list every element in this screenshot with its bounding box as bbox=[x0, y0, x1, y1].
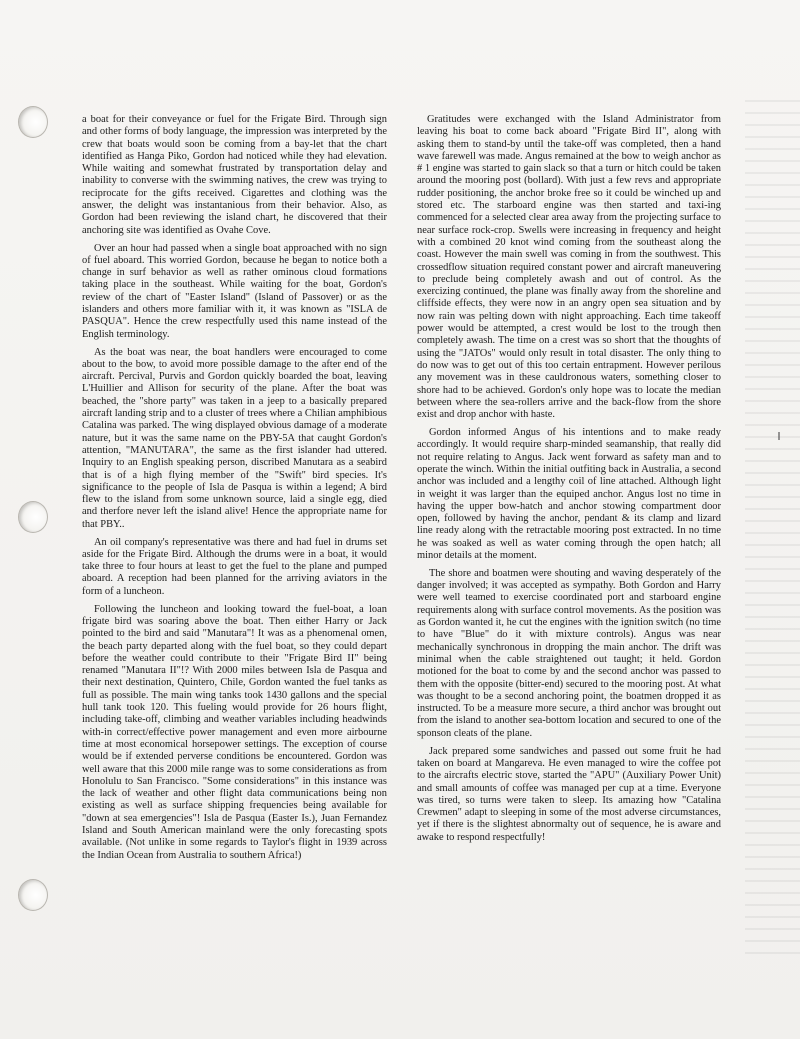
paragraph: Gordon informed Angus of his intentions and to make ready accordingly. It would require sharp-minded seamanship, that really did not require relating to Angus. Jack went forward as safety man and to operate the winch. Within the initial outfiting back in Australia, a second anchor was included and a lengthy coil of line attached. Although light in weight it was larger than the equiped anchor. Angus lost no time in having the upper bow-hatch and anchor stowing compartment door open, followed by having the anchor, pendant & its clamp and lizard line ready along with the retractable mooring post extracted. In no time he was soaked as well as water coming through the open hatch; all minor details at the moment. bbox=[417, 427, 721, 561]
left-column bbox=[82, 114, 387, 867]
punch-hole-middle bbox=[18, 501, 48, 533]
punch-hole-top bbox=[18, 106, 48, 138]
paragraph: Jack prepared some sandwiches and passed out some fruit he had taken on board at Mangareva. He even managed to wire the coffee pot to the aircrafts electric stove, started the "APU" (Auxiliary Power Unit) and small amounts of coffee was managed per cup at a time. Everyone was tired, so turns were taken to sleep. Its amazing how "Catalina Crewmen" adapt to sleeping in some of the most adverse circumstances, yet if there is the slightest abnormalty out of sequence, he is aware and awake to respond respectfully! bbox=[417, 745, 721, 843]
punch-hole-bottom bbox=[18, 879, 48, 911]
paragraph: An oil company's representative was there and had fuel in drums set aside for the Frigate Bird. Although the drums were in a boat, it would take three to four hours at least to get the fuel to the plane and pumped aboard. A reception had been planned for the arriving aviators in the form of a luncheon. bbox=[82, 536, 387, 597]
paragraph: Following the luncheon and looking toward the fuel-boat, a loan frigate bird was soaring above the boat. Then either Harry or Jack pointed to the bird and said "Manutara"! It was as a phenomenal omen, the beach party departed along with the fuel boat, so they could depart before the weather could contribute to their "Frigate Bird II" being renamed "Manutara II"!? With 2000 miles between Isla de Pasqua and their next destination, Quintero, Chile, Gordon wanted the fuel tanks as full as possible. The main wing tanks took 1430 gallons and the special hull tank took 120. This fueling would provide for 26 hours flight, including take-off, climbing and weather variables including headwinds with-in correct/effective power management and even more airbourne time at most economical horsepower settings. The exception of course would be if extended perverse conditions be encountered. Gordon was well aware that this 2000 mile range was to some considerations as from Honolulu to San Francisco. "Some considerations" in this instance was the lack of weather and other flight data communications being non existing as well as surface shipping frequencies being available for "down at sea emergencies"! Isla de Pasqua (Easter Is.), Juan Fernandez Island and South American mainland were the only forecasting spots available. (Not unlike in some regards to Taylor's flight in 1939 across the Indian Ocean from Australia to southern Africa!) bbox=[82, 603, 387, 861]
bleed-through-shadow bbox=[745, 100, 800, 960]
paragraph: Gratitudes were exchanged with the Island Administrator from leaving his boat to come back aboard "Frigate Bird II", along with asking them to stand-by until the take-off was completed, then a hand wave farewell was made. Angus remained at the bow to weigh anchor as # 1 engine was started to gain slack so that a turn or hitch could be taken around the mooring post (bollard). With just a few revs and appropriate rudder positioning, the anchor broke free so it could be winched up and stored etc. The starboard engine was then started and taxi-ing commenced for a selected clear area away from the projecting surface to near surface rock-crop. Swells were increasing in frequency and height with a combined 20 knot wind coming from the southeast along the coast. However the main swell was coming in from the southwest. This crossedflow situation required constant power and aircraft maneuvering to preclude being completely awash and out of control. As the exercizing continued, the plane was finally away from the shoreline and cliffside effects, they were now in an angry open sea situation and by now rain was pelting down with night approaching. Each time takeoff power would be attempted, a crest would be lost to the trough then completely awash. The time on a crest was so short that the thoughts of using the "JATOs" would only result in total disaster. The only thing to do now was to get out of this too certain entrapment. However perilous any movement was in these cauldronous waters, something closer to shore had to be achieved. Gordon's only hope was to locate the median between where the sea-rollers arrive and the back-flow from the shore exist and drop anchor with haste. bbox=[417, 114, 721, 421]
paragraph: As the boat was near, the boat handlers were encouraged to come about to the bow, to avoid more possible damage to the after end of the aircraft. Percival, Purvis and Gordon quickly boarded the boat, leaving L'Huillier and Allison for security of the plane. After the boat was beached, the "shore party" was taken in a jeep to a basically prepared aircraft landing strip and to a cluster of trees where a Chilian amphibious Catalina was parked. The wing displayed obvious damage of a moderate nature, but it was the same name on the PBY-5A that caught Gordon's attention, "MANUTARA", the same as the first islander had uttered. Inquiry to an English speaking person, discribed Manutara as a seabird that is of a high flying member of the "Swift" bird species. It's significance to the people of Isla de Pasqua is within a legend; A bird flew to the island from some unknown source, laid a single egg, died and therfore never left the island alive! Hence the appropriate name for that PBY.. bbox=[82, 346, 387, 530]
paragraph: The shore and boatmen were shouting and waving desperately of the danger involved; it was accepted as sympathy. Both Gordon and Harry were well teamed to exercise coordinated port and starboard engine requirements along with surface control movements. As the position was as Gordon wanted it, he cut the engines with the ignition switch (no time to have "Blue" do it with mixture controls). Angus was near mechanically synchronous in dropping the main anchor. The drift was minimal when the cable straightened out taught; it held. Gordon motioned for the boat to come by and the second anchor was passed to them with the opposite (bitter-end) secured to the mooring post. At what was thought to be a second anchoring point, the boatmen dropped it as instructed. To be a measure more secure, a third anchor was brought out from the island to another sea-bottom location and secured to one of the sponson cleats of the plane. bbox=[417, 567, 721, 739]
paragraph: Over an hour had passed when a single boat approached with no sign of fuel aboard. This worried Gordon, because he began to notice both a change in surf behavior as well as rather ominous cloud formations taking place in the southeast. While waiting for the boat, Gordon's review of the chart of "Easter Island" (Island of Passover) or as the islanders and others more familiar with it, it was known as "ISLA de PASQUA". Hence the crew respectfully used this name instead of the English terminology. bbox=[82, 242, 387, 340]
right-column bbox=[417, 114, 721, 850]
paper-mark bbox=[778, 432, 780, 440]
paragraph: a boat for their conveyance or fuel for the Frigate Bird. Through sign and other forms of body language, the impression was interpreted by the crew that boats would soon be coming from a bay-let that the chart identified as Hanga Piko, Gordon had noticed while they had elevation. While waiting and somewhat frustrated by transportation delay and inability to converse with the swimming natives, the crew was trying to reciprocate for the gifts received. Cigarettes and clothing was the answer, the delight was instantanious from their behavior. Also, as Gordon had been reviewing the island chart, he discovered that their anchoring site was identified as Ovahe Cove. bbox=[82, 114, 387, 236]
